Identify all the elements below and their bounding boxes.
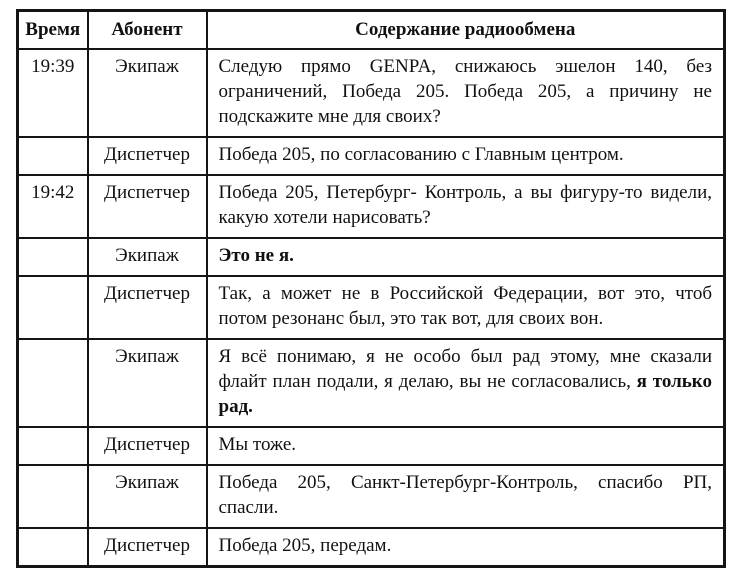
- table-row: [18, 276, 725, 339]
- time-cell: [18, 427, 88, 465]
- table-row: [18, 465, 725, 528]
- table-body: [18, 49, 725, 567]
- content-cell: [207, 528, 725, 567]
- party-cell: Диспетчер: [88, 276, 207, 339]
- table-row: [18, 137, 725, 175]
- time-cell: [18, 238, 88, 276]
- table-row: [18, 49, 725, 137]
- content-run: Победа 205, по согласованию с Главным центром.: [218, 144, 624, 165]
- party-cell: Диспетчер: [88, 137, 207, 175]
- content-cell: [207, 339, 725, 427]
- party-cell: Экипаж: [88, 49, 207, 137]
- content-cell: [207, 427, 725, 465]
- table-header: [18, 11, 725, 50]
- time-cell: [18, 276, 88, 339]
- party-cell: Экипаж: [88, 465, 207, 528]
- time-cell: [18, 339, 88, 427]
- content-run: Я всё понимаю, я не особо был рад этому, мне сказали флайт план подали, я делаю, вы не согласовались,: [218, 346, 712, 392]
- content-cell: [207, 276, 725, 339]
- content-cell: [207, 137, 725, 175]
- content-cell: [207, 238, 725, 276]
- header-row: [18, 11, 725, 50]
- table-row: [18, 528, 725, 567]
- content-run: Победа 205, Санкт-Петербург-Контроль, спасибо РП, спасли.: [218, 472, 712, 518]
- header-time: Время: [18, 11, 88, 50]
- time-cell: 19:39: [18, 49, 88, 137]
- content-run: Мы тоже.: [218, 434, 297, 455]
- party-cell: Диспетчер: [88, 175, 207, 238]
- content-run: Так, а может не в Российской Федерации, вот это, чтоб потом резонанс был, это так вот, для своих вон.: [218, 283, 712, 329]
- party-cell: Экипаж: [88, 238, 207, 276]
- party-cell: Экипаж: [88, 339, 207, 427]
- content-run: Победа 205, передам.: [218, 535, 392, 556]
- table-row: [18, 427, 725, 465]
- time-cell: [18, 465, 88, 528]
- header-party: Абонент: [88, 11, 207, 50]
- table-row: [18, 339, 725, 427]
- radio-exchange-table: [16, 9, 726, 568]
- content-cell: [207, 49, 725, 137]
- content-cell: [207, 175, 725, 238]
- table-row: [18, 238, 725, 276]
- time-cell: [18, 528, 88, 567]
- content-run: Это не я.: [218, 245, 294, 266]
- content-run: я только рад.: [218, 371, 712, 417]
- table-row: [18, 175, 725, 238]
- content-run: Следую прямо GENPA, снижаюсь эшелон 140, без ограничений, Победа 205. Победа 205, а причину не подскажите мне для своих?: [218, 56, 712, 127]
- party-cell: Диспетчер: [88, 427, 207, 465]
- time-cell: 19:42: [18, 175, 88, 238]
- content-run: Победа 205, Петербург- Контроль, а вы фигуру-то видели, какую хотели нарисовать?: [218, 182, 712, 228]
- content-cell: [207, 465, 725, 528]
- party-cell: Диспетчер: [88, 528, 207, 567]
- time-cell: [18, 137, 88, 175]
- header-content: Содержание радиообмена: [207, 11, 725, 50]
